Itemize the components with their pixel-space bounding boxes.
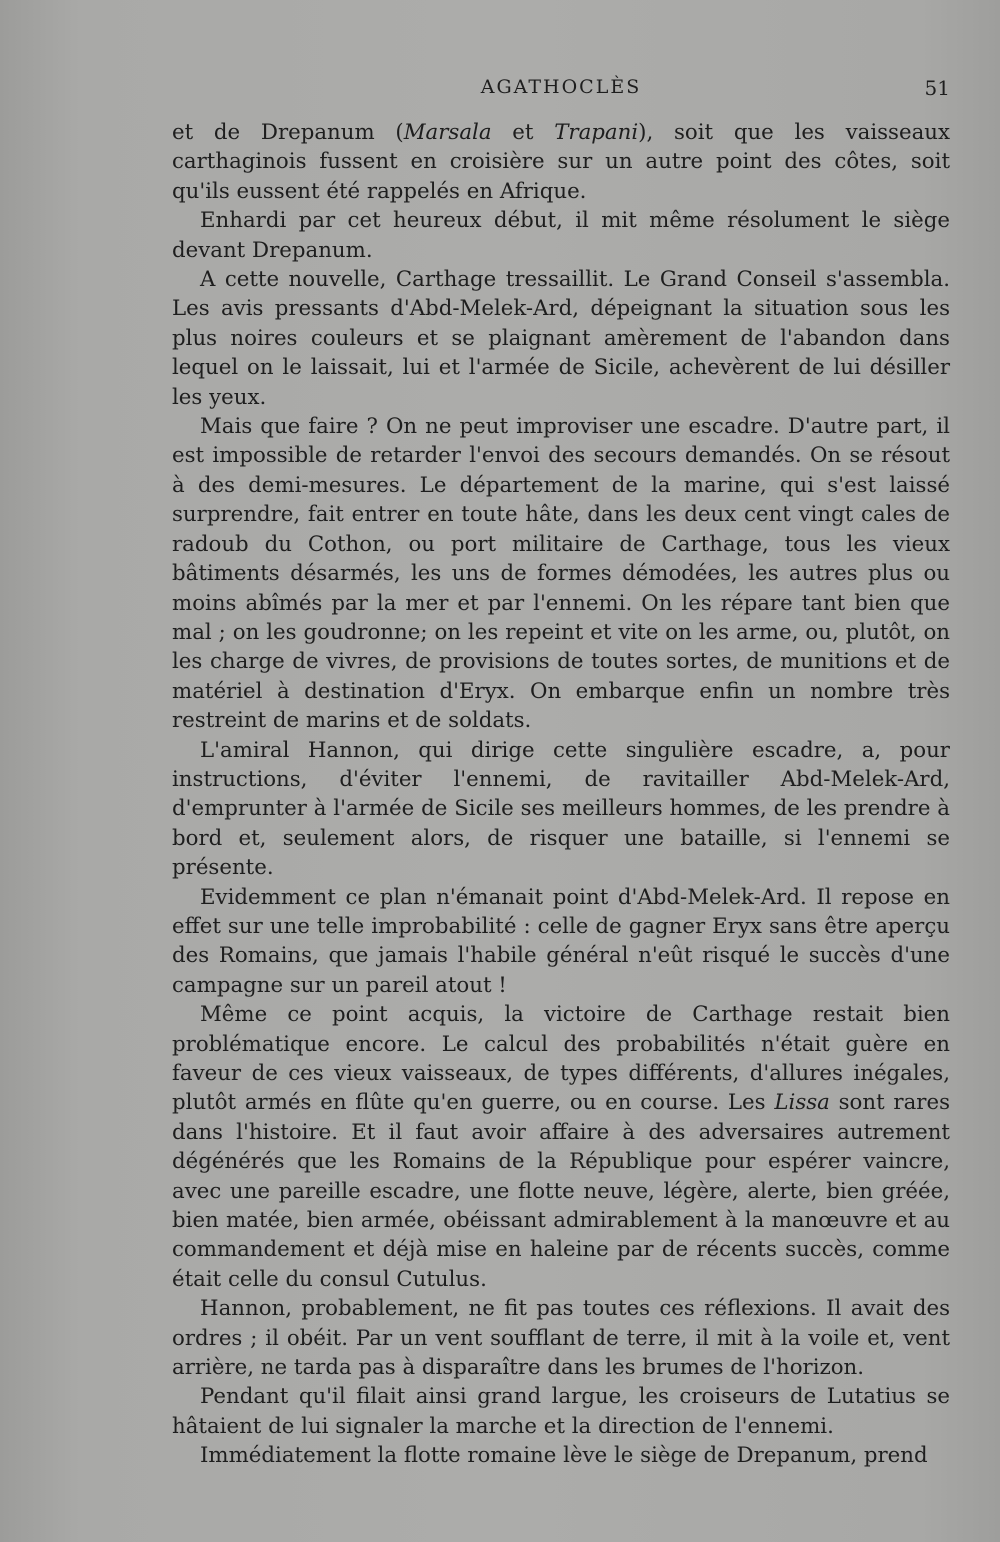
- italic-text: Marsala: [403, 120, 492, 145]
- text-run: Enhardi par cet heureux début, il mit même résolument le siège devant Drepanum.: [172, 208, 950, 263]
- italic-text: Lissa: [774, 1090, 830, 1116]
- italic-text: Trapani: [554, 120, 639, 145]
- running-header: [172, 76, 950, 106]
- paragraph: [172, 883, 950, 1001]
- paragraph: [172, 206, 950, 265]
- paragraph: [172, 736, 950, 883]
- text-run: Evidemment ce plan n'émanait point d'Abd-Melek-Ard. Il repose en effet sur une telle improbabilité : celle de gagner Eryx sans être aperçu des Romains, que jamais l'habile général n'eût risqué le succès d'une campagne sur un pareil atout !: [172, 884, 950, 998]
- text-run: et: [491, 120, 555, 145]
- paragraph: [172, 412, 950, 735]
- page-number: 51: [924, 76, 950, 100]
- text-run: Pendant qu'il filait ainsi grand largue, les croiseurs de Lutatius se hâtaient de lui signaler la marche et la direction de l'ennemi.: [172, 1384, 950, 1439]
- paragraph: [172, 118, 950, 206]
- text-run: Même ce point acquis, la victoire de Carthage restait bien problématique encore. Le calcul des probabilités n'était guère en faveur de ces vieux vaisseaux, de types différents, d'allures inégales, plutôt armés en flûte qu'en guerre, ou en course. Les: [172, 1002, 950, 1116]
- paragraph: [172, 265, 950, 412]
- text-run: Mais que faire ? On ne peut improviser une escadre. D'autre part, il est impossible de retarder l'envoi des secours demandés. On se résout à des demi-mesures. Le département de la marine, qui s'est laissé surprendre, fait entrer en toute hâte, dans les deux cent vingt cales de radoub du Cothon, ou port militaire de Carthage, tous les vieux bâtiments désarmés, les uns de formes démodées, les autres plus ou moins abîmés par la mer et par l'ennemi. On les répare tant bien que mal ; on les goudronne; on les repeint et vite on les arme, ou, plutôt, on les charge de vivres, de provisions de toutes sortes, de munitions et de matériel à destination d'Eryx. On embarque enfin un nombre très restreint de marins et de soldats.: [172, 414, 950, 734]
- paragraph: [172, 1294, 950, 1382]
- text-run: sont rares dans l'histoire. Et il faut avoir affaire à des adversaires autrement dégénérés que les Romains de la République pour espérer vaincre, avec une pareille escadre, une flotte neuve, légère, alerte, bien gréée, bien matée, bien armée, obéissant admirablement à la manœuvre et au commandement et déjà mise en haleine par de récents succès, comme était celle du consul Cutulus.: [172, 1090, 951, 1292]
- text-run: et de Drepanum (: [172, 120, 404, 145]
- running-title: AGATHOCLÈS: [480, 76, 642, 98]
- paragraph: [172, 1382, 950, 1441]
- text-run: A cette nouvelle, Carthage tressaillit. Le Grand Conseil s'assembla. Les avis pressants d'Abd-Melek-Ard, dépeignant la situation sous les plus noires couleurs et se plaignant amèrement de l'abandon dans lequel on le laissait, lui et l'armée de Sicile, achevèrent de lui désiller les yeux.: [172, 267, 950, 410]
- text-run: Hannon, probablement, ne fit pas toutes ces réflexions. Il avait des ordres ; il obéit. Par un vent soufflant de terre, il mit à la voile et, vent arrière, ne tarda pas à disparaître dans les brumes de l'horizon.: [172, 1296, 950, 1381]
- paragraph: [172, 1441, 950, 1470]
- body-text: [172, 118, 950, 1471]
- text-run: Immédiatement la flotte romaine lève le siège de Drepanum, prend: [200, 1443, 928, 1469]
- paragraph: [172, 1000, 950, 1294]
- text-run: L'amiral Hannon, qui dirige cette singulière escadre, a, pour instructions, d'éviter l'ennemi, de ravitailler Abd-Melek-Ard, d'emprunter à l'armée de Sicile ses meilleurs hommes, de les prendre à bord et, seulement alors, de risquer une bataille, si l'ennemi se présente.: [172, 737, 950, 881]
- text-run: ), soit que les vaisseaux carthaginois fussent en croisière sur un autre point des côtes, soit qu'ils eussent été rappelés en Afrique.: [172, 120, 951, 204]
